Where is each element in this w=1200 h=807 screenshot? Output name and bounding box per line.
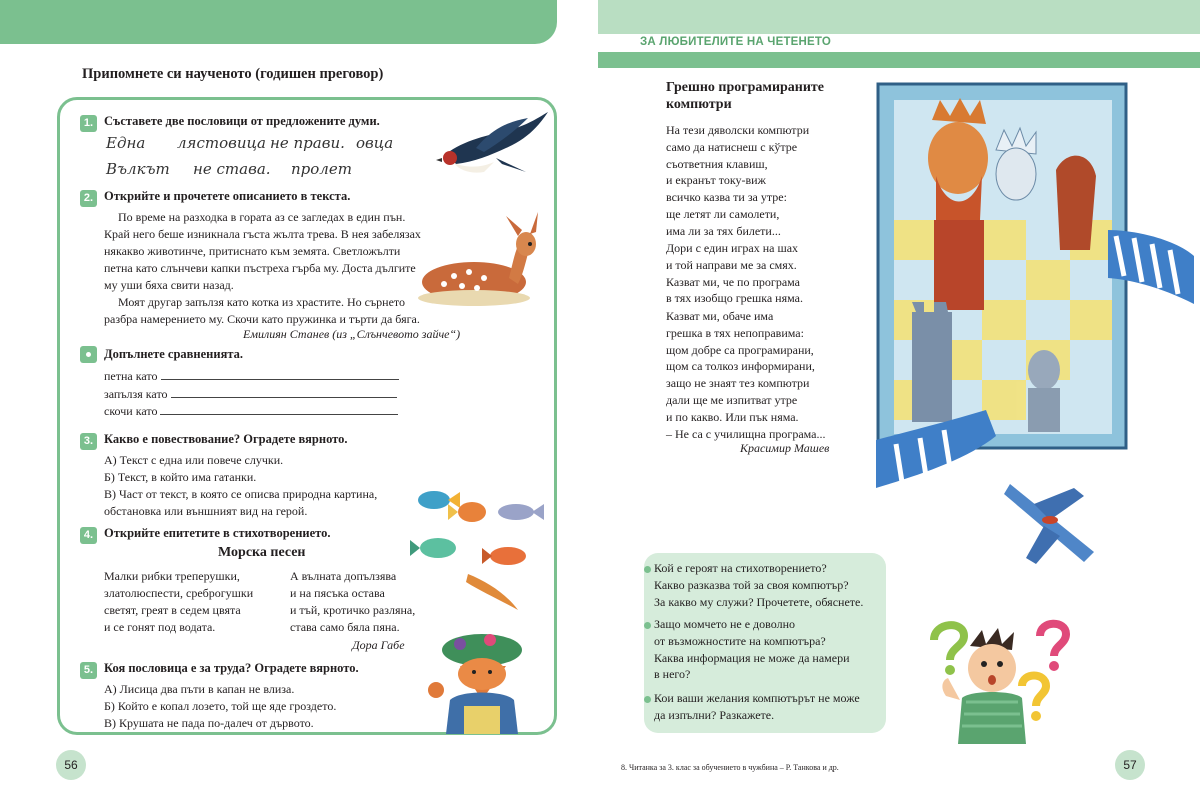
comparison-row: петна като [104,368,399,385]
question-bullet [644,622,651,629]
task-3-options: А) Текст с една или повече случки. Б) Текст, в който има гатанки. В) Част от текст, в която се описва природна картина, обстановка или външният вид на герой. [104,453,378,518]
stanza-3: Казват ми, обаче има грешка в тях непоправима: щом добре са програмирани, щом са толкоз информирани, защо не знаят тез компютри дали ще ме изпитват утре и по какво. Или пък няма. – Не са с училищна програма... [666,309,826,441]
proverb-word: не става. [193,160,271,178]
right-header-bar-bottom [598,52,1200,68]
poem-title-right: Грешно програмираните компютри [666,80,825,112]
footer-note: 8. Читанка за 3. клас за обучението в чужбина – Р. Танкова и др. [621,763,839,772]
task-5-badge: 5. [80,660,97,679]
task-4-label: Открийте епитетите в стихотворението. [104,526,331,540]
question-2: Защо момчето не е доволно от възможностите на компютъра? Каква информация не може да намери в него? [654,617,850,682]
computer-chess-illustration [876,80,1200,492]
poem-author-right: Красимир Машев [740,441,830,455]
task-4-badge: 4. [80,525,97,544]
task-bullet-badge [80,346,97,368]
poem-column-2: А вълната допълзява и на пясъка остава и тъй, кротичко разляна, става само бяла пяна. [290,569,416,634]
answer-line[interactable] [171,388,397,398]
proverb-word: Вълкът [106,160,170,178]
task-3-badge: 3. [80,431,97,450]
poem-author: Дора Габе [352,638,405,652]
question-bullet [644,566,651,573]
page-number-right: 57 [1115,750,1145,780]
task-2-badge: 2. [80,188,97,207]
proverb-word: не прави. [270,134,345,152]
task-2-author: Емилиян Станев (из „Слънчевото зайче“) [243,327,461,341]
fox-illustration [420,630,546,736]
confused-boy-illustration [926,616,1076,744]
fawn-illustration [414,210,548,310]
page-title: Припомнете си наученото (годишен преговор) [82,66,384,82]
question-1: Кой е героят на стихотворението? Какво разказва той за своя компютър? За какво му служи? Прочетете, обяснете. [654,561,864,609]
proverb-word: овца [356,134,394,152]
proverb-word: пролет [291,160,352,178]
fish-illustration [408,482,548,622]
question-3: Кои ваши желания компютърът не може да изпълни? Разкажете. [654,691,860,722]
section-title: ЗА ЛЮБИТЕЛИТЕ НА ЧЕТЕНЕТО [640,36,831,48]
poem-title: Морска песен [218,545,306,560]
task-bullet-label: Допълнете сравненията. [104,347,244,361]
stanza-2: Дори с един играх на шах и той направи ме за смях. Казват ми, че по програма в тях изобщо грешка няма. [666,241,803,306]
stanza-1: На тези дяволски компютри само да натиснеш с кўтре съответния клавиш, и екранът току-виж всичко казва ти за утре: ще летят ли самолети, има ли за тях билети... [666,123,810,238]
question-bullet [644,696,651,703]
task-5-label: Коя пословица е за труда? Оградете вярното. [104,661,359,675]
task-5-options: А) Лисица два пъти в капан не влиза. Б) Който е копал лозето, той ще яде гроздето. В) Крушата не пада по-далеч от дървото. [104,682,337,730]
task-2-label: Открийте и прочетете описанието в текста. [104,189,351,203]
page-number-left: 56 [56,750,86,780]
answer-line[interactable] [161,370,399,380]
proverb-word: Една [106,134,146,152]
airplane-illustration [1004,474,1100,570]
comparison-row: запълзя като [104,386,397,403]
comparison-row: скочи като [104,403,398,420]
answer-line[interactable] [160,405,398,415]
task-1-badge: 1. [80,113,97,132]
task-2-text: По време на разходка в гората аз се загледах в един пън. Край него беше изникнала гъста жълта трева. В нея забелязах някакво животинче, притиснато към земята. Светложълти петна като слънчеви капки пъстреха гърба му. Доста дългите му уши бяха свити назад. Моят другар запълзя като котка из храстите. Но сърнето разбра намерението му. Скочи като пружинка и търти да бяга. [104,210,421,326]
swallow-illustration [436,108,550,178]
proverb-word: лястовица [177,134,266,152]
right-header-bar-top [598,0,1200,34]
left-header-bar [0,0,557,44]
task-3-label: Какво е повествование? Оградете вярното. [104,432,348,446]
poem-column-1: Малки рибки треперушки, златолюспести, среброгушки светят, греят в седем цвята и се гонят под водата. [104,569,254,634]
task-1-label: Съставете две пословици от предложените думи. [104,114,380,128]
